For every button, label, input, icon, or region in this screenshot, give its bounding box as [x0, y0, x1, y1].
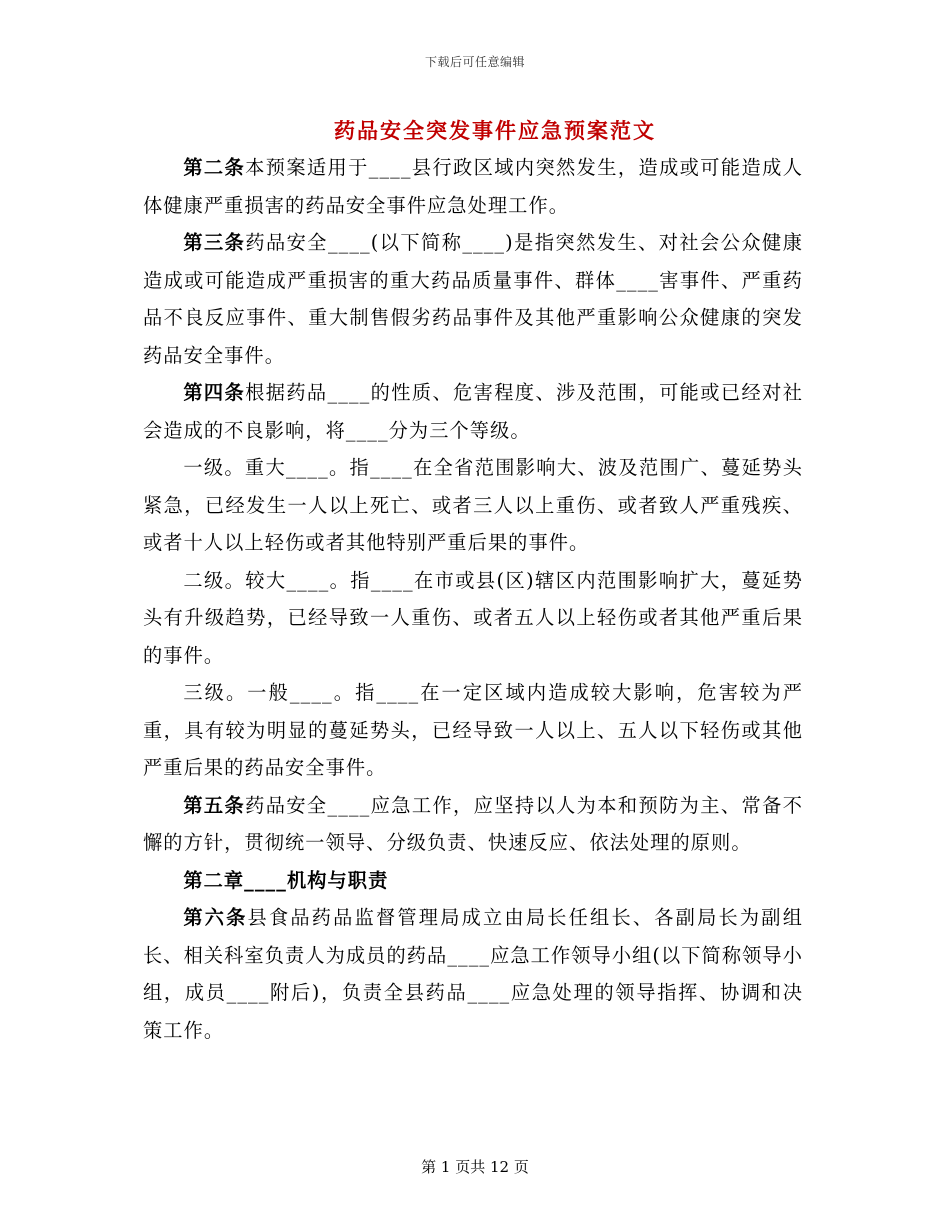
article-3-paragraph [143, 224, 803, 374]
chapter-heading: 第二章____机构与职责 [183, 868, 389, 892]
level-1-paragraph [143, 449, 803, 562]
article-lead: 第四条 [183, 381, 246, 404]
article-5-paragraph [143, 787, 803, 862]
article-6-paragraph [143, 899, 803, 1049]
page-header: 下载后可任意编辑 [424, 55, 525, 69]
level-3-paragraph [143, 674, 803, 787]
level-2-paragraph [143, 562, 803, 675]
article-lead: 第二条 [183, 156, 246, 179]
article-text: 一级。重大____。指____在全省范围影响大、波及范围广、蔓延势头紧急，已经发生一人以上死亡、或者三人以上重伤、或者致人严重残疾、或者十人以上轻伤或者其他特别严重后果的事件。 [143, 456, 803, 554]
article-4-paragraph [143, 374, 803, 449]
article-lead: 第五条 [183, 793, 246, 817]
article-text: 药品安全____(以下简称____)是指突然发生、对社会公众健康造成或可能造成严重损害的重大药品质量事件、群体____害事件、严重药品不良反应事件、重大制售假劣药品事件及其他严重影响公众健康的突发药品安全事件。 [143, 231, 803, 367]
article-lead: 第六条 [183, 906, 248, 929]
article-text: 药品安全____应急工作，应坚持以人为本和预防为主、常备不懈的方针，贯彻统一领导、分级负责、快速反应、依法处理的原则。 [143, 793, 803, 854]
article-text: 本预案适用于____县行政区域内突然发生，造成或可能造成人体健康严重损害的药品安全事件应急处理工作。 [143, 156, 803, 217]
page-number: 第 1 页共 12 页 [421, 1158, 529, 1176]
article-2-paragraph [143, 149, 803, 224]
article-text: 二级。较大____。指____在市或县(区)辖区内范围影响扩大，蔓延势头有升级趋势，已经导致一人重伤、或者五人以上轻伤或者其他严重后果的事件。 [143, 568, 803, 667]
article-lead: 第三条 [183, 231, 246, 254]
article-text: 根据药品____的性质、危害程度、涉及范围，可能或已经对社会造成的不良影响，将____分为三个等级。 [143, 381, 803, 442]
article-text: 三级。一般____。指____在一定区域内造成较大影响，危害较为严重，具有较为明显的蔓延势头，已经导致一人以上、五人以下轻伤或其他严重后果的药品安全事件。 [143, 681, 803, 779]
document-title: 药品安全突发事件应急预案范文 [334, 118, 656, 143]
document-body [143, 149, 803, 1049]
article-text: 县食品药品监督管理局成立由局长任组长、各副局长为副组长、相关科室负责人为成员的药品____应急工作领导小组(以下简称领导小组，成员____附后)，负责全县药品____应急处理的领导指挥、协调和决策工作。 [143, 906, 803, 1042]
